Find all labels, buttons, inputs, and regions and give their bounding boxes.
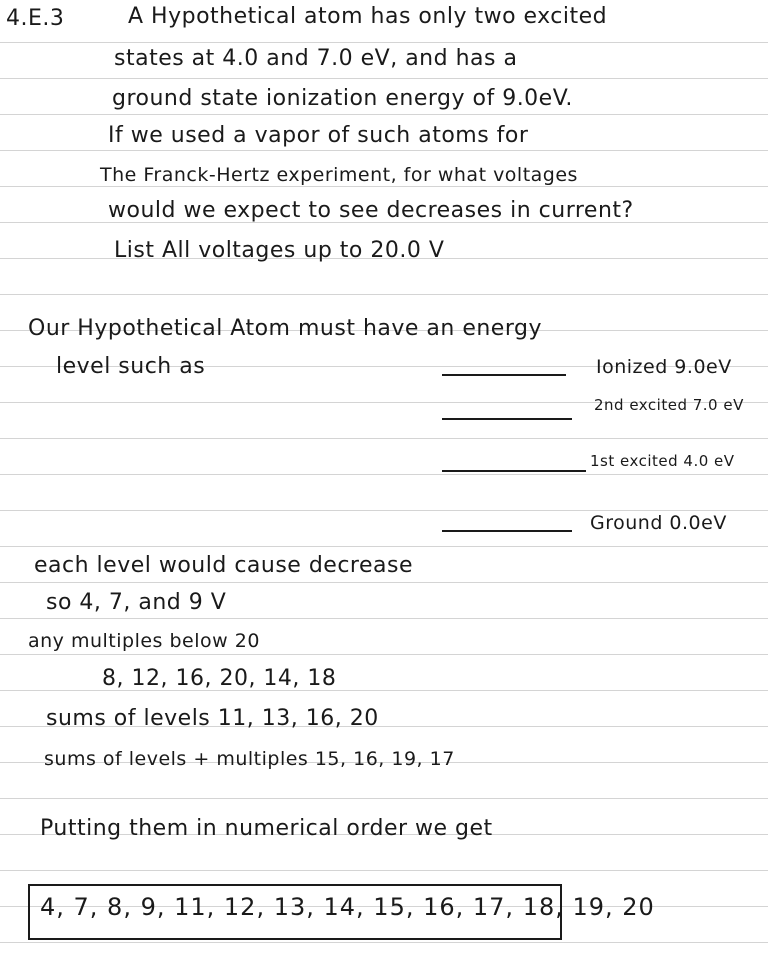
problem-line-3: ground state ionization energy of 9.0eV.: [112, 86, 573, 111]
solution-intro-line-1: Our Hypothetical Atom must have an energy: [28, 316, 542, 341]
problem-line-5: The Franck-Hertz experiment, for what voltages: [100, 164, 578, 186]
answer-values: 4, 7, 8, 9, 11, 12, 13, 14, 15, 16, 17, 18, 19, 20: [40, 893, 655, 921]
second-excited-level-line: [442, 418, 572, 420]
multiples-values: 8, 12, 16, 20, 14, 18: [102, 666, 337, 691]
each-level-line: each level would cause decrease: [34, 553, 414, 578]
multiples-label: any multiples below 20: [28, 630, 260, 652]
second-excited-level-label: 2nd excited 7.0 eV: [594, 396, 744, 414]
ionized-level-line: [442, 374, 566, 376]
problem-number: 4.E.3: [6, 6, 65, 31]
problem-line-1: A Hypothetical atom has only two excited: [128, 4, 608, 29]
sums-of-levels: sums of levels 11, 13, 16, 20: [46, 706, 379, 731]
problem-line-7: List All voltages up to 20.0 V: [114, 238, 445, 263]
ground-level-label: Ground 0.0eV: [590, 512, 727, 534]
putting-in-order: Putting them in numerical order we get: [40, 816, 493, 841]
problem-line-2: states at 4.0 and 7.0 eV, and has a: [114, 46, 518, 71]
problem-line-6: would we expect to see decreases in current?: [108, 198, 634, 223]
solution-intro-line-2: level such as: [56, 354, 206, 379]
so-line: so 4, 7, and 9 V: [46, 590, 227, 615]
ground-level-line: [442, 530, 572, 532]
problem-line-4: If we used a vapor of such atoms for: [108, 123, 529, 148]
first-excited-level-line: [442, 470, 586, 472]
first-excited-level-label: 1st excited 4.0 eV: [590, 452, 735, 470]
sums-of-levels-multiples: sums of levels + multiples 15, 16, 19, 17: [44, 748, 455, 770]
ionized-level-label: Ionized 9.0eV: [596, 356, 732, 378]
